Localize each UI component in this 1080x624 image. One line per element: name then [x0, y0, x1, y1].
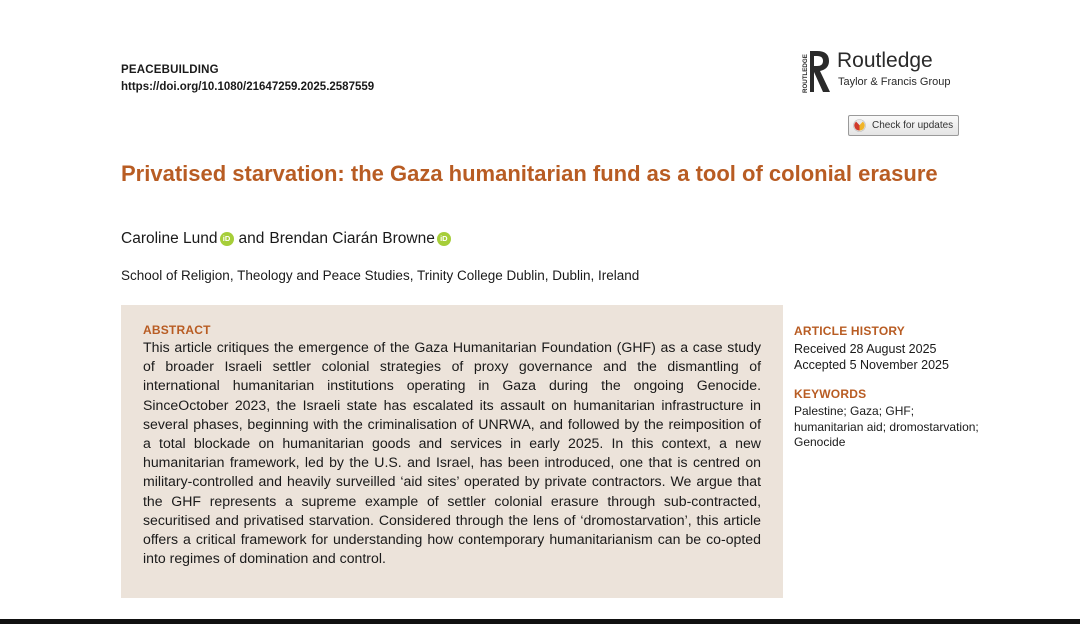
routledge-r-logo-icon: [800, 48, 832, 94]
author-list: [121, 230, 455, 248]
check-for-updates-button[interactable]: [848, 115, 959, 136]
accepted-date: Accepted 5 November 2025: [794, 358, 949, 372]
author-name: Brendan Ciarán Browne: [269, 230, 435, 247]
keywords-heading: KEYWORDS: [794, 387, 867, 401]
publisher-logo: [800, 48, 970, 94]
keywords-list: Palestine; Gaza; GHF; humanitarian aid; dromostarvation; Genocide: [794, 404, 979, 449]
orcid-icon[interactable]: iD: [220, 232, 234, 246]
abstract-text: This article critiques the emergence of the Gaza Humanitarian Foundation (GHF) as a case study of broader Israeli settler colonial strategies of proxy governance and the dismantling of international humanitarian institutions operating in Gaza during the ongoing Genocide. SinceOctober 2023, the Israeli state has escalated its assault on humanitarian infrastructure in several phases, beginning with the criminalisation of UNRWA, and followed by the reimposition of a total blockade on humanitarian goods and services in early 2025. In this context, a new humanitarian framework, led by the U.S. and Israel, has been introduced, one that is centred on military-controlled and heavily surveilled ‘aid sites’ operated by private contractors. We argue that the GHF represents a supreme example of settler colonial erasure through sub-contracted, securitised and privatised starvation. Considered through the lens of ‘dromostarvation’, this article offers a critical framework for understanding how contemporary humanitarianism can be co-opted into regimes of domination and control.: [143, 339, 761, 567]
routledge-vertical-text: ROUTLEDGE: [802, 54, 809, 93]
journal-name: PEACEBUILDING: [121, 64, 219, 76]
author-separator: and: [238, 230, 265, 247]
author-name: Caroline Lund: [121, 230, 218, 247]
crossmark-icon: [853, 119, 866, 132]
check-for-updates-label: Check for updates: [872, 120, 954, 131]
author-affiliation: School of Religion, Theology and Peace Studies, Trinity College Dublin, Dublin, Ireland: [121, 268, 640, 283]
publisher-subtitle: Taylor & Francis Group: [838, 76, 951, 88]
article-history-heading: ARTICLE HISTORY: [794, 324, 906, 338]
orcid-icon[interactable]: iD: [437, 232, 451, 246]
doi-link[interactable]: https://doi.org/10.1080/21647259.2025.2587559: [121, 81, 375, 93]
publisher-name: Routledge: [837, 49, 933, 72]
abstract-panel: [121, 305, 783, 598]
article-title: Privatised starvation: the Gaza humanitarian fund as a tool of colonial erasure: [121, 161, 938, 186]
abstract-heading: ABSTRACT: [143, 323, 211, 337]
screen-bottom-bar: [0, 619, 1080, 624]
received-date: Received 28 August 2025: [794, 342, 937, 356]
